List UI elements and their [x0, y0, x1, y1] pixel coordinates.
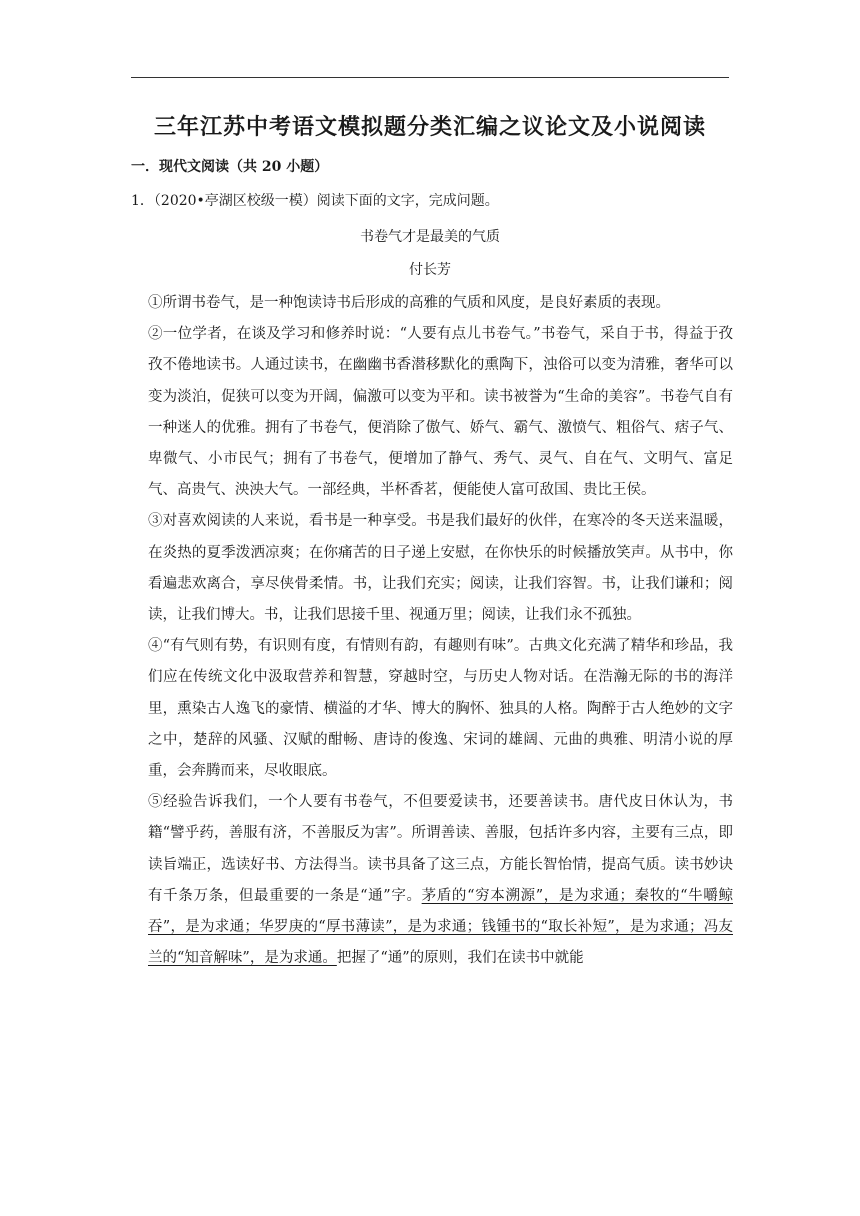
paragraph-5	[148, 787, 733, 974]
paragraph-3: ③对喜欢阅读的人来说，看书是一种享受。书是我们最好的伙伴，在寒冷的冬天送来温暖，在炎热的夏季泼洒凉爽；在你痛苦的日子递上安慰，在你快乐的时候播放笑声。从书中，你看遍悲欢离合，享尽侠骨柔情。书，让我们充实；阅读，让我们容智。书，让我们谦和；阅读，让我们博大。书，让我们思接千里、视通万里；阅读，让我们永不孤独。	[148, 513, 733, 624]
document-title: 三年江苏中考语文模拟题分类汇编之议论文及小说阅读	[153, 114, 706, 140]
paragraph-1: ①所谓书卷气，是一种饱读诗书后形成的高雅的气质和风度，是良好素质的表现。	[148, 295, 670, 311]
article-body	[148, 288, 733, 974]
header-rule	[131, 77, 729, 78]
underlined-passage: 茅盾的“穷本溯源”，是为求通；秦牧的“牛嚼鲸吞”，是为求通；华罗庚的“厚书薄读”，是为求通；钱锺书的“取长补短”，是为求通；冯友兰的“知音解味”，是为求通。	[148, 887, 733, 967]
section-heading: 一．现代文阅读（共 20 小题）	[131, 159, 329, 175]
paragraph-2: ②一位学者，在谈及学习和修养时说：“人要有点儿书卷气。”书卷气，采自于书，得益于孜孜不倦地读书。人通过读书，在幽幽书香潜移默化的熏陶下，浊俗可以变为清雅，奢华可以变为淡泊，促狭可以变为开阔，偏激可以变为平和。读书被誉为“生命的美容”。书卷气自有一种迷人的优雅。拥有了书卷气，便消除了傲气、娇气、霸气、激愤气、粗俗气、痞子气、卑微气、小市民气；拥有了书卷气，便增加了静气、秀气、灵气、自在气、文明气、富足气、高贵气、泱泱大气。一部经典，半杯香茗，便能使人富可敌国、贵比王侯。	[148, 326, 733, 499]
article-title: 书卷气才是最美的气质	[360, 229, 500, 245]
paragraph-4: ④“有气则有势，有识则有度，有情则有韵，有趣则有味”。古典文化充满了精华和珍品，我们应在传统文化中汲取营养和智慧，穿越时空，与历史人物对话。在浩瀚无际的书的海洋里，熏染古人逸飞的豪情、横溢的才华、博大的胸怀、独具的人格。陶醉于古人绝妙的文字之中，楚辞的风骚、汉赋的酣畅、唐诗的俊逸、宋词的雄阔、元曲的典雅、明清小说的厚重，会奔腾而来，尽收眼底。	[148, 638, 733, 780]
article-author: 付长芳	[409, 262, 451, 278]
paragraph-5-text: ⑤经验告诉我们，一个人要有书卷气，不但要爱读书，还要善读书。唐代皮日休认为，书籍“譬乎药，善服有济，不善服反为害”。所谓善读、善服，包括许多内容，主要有三点，即读旨端正，选读好书、方法得当。读书具备了这三点，方能长智怡情，提高气质。读书妙诀有千条万条，但最重要的一条是“通”字。	[148, 794, 733, 904]
paragraph-5-tail: 把握了“通”的原则，我们在读书中就能	[336, 950, 584, 967]
question-stem: 1．（2020•亭湖区校级一模）阅读下面的文字，完成问题。	[131, 193, 499, 209]
